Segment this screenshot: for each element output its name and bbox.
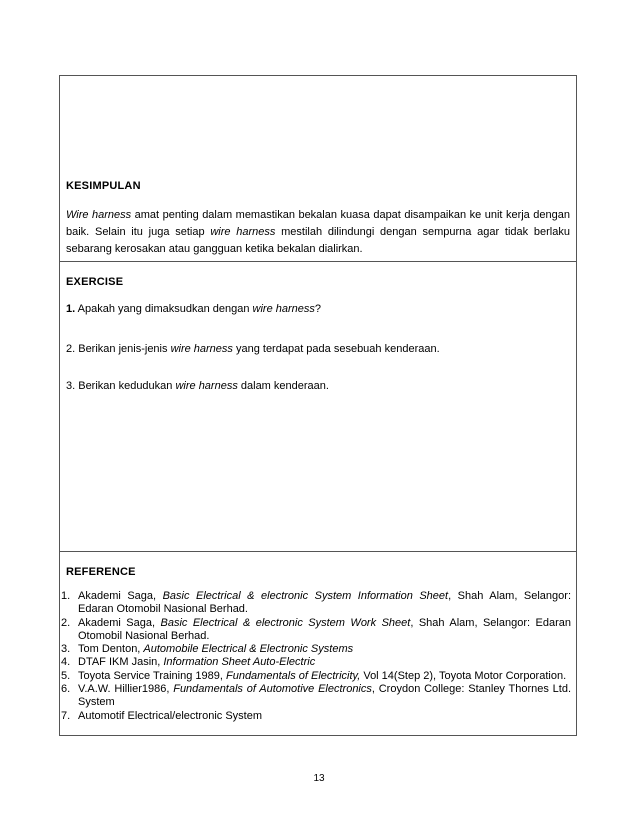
question-1-number: 1. (66, 303, 76, 315)
conclusion-section (59, 75, 577, 262)
reference-item-text: Automotif Electrical/electronic System (78, 709, 263, 722)
reference-item-text: V.A.W. Hillier1986, (78, 683, 174, 696)
exercise-heading: EXERCISE (66, 276, 124, 288)
reference-item-number: 3. (61, 643, 71, 656)
question-2-term: wire harness (170, 343, 233, 355)
exercise-question-3 (66, 379, 570, 393)
conclusion-term-2: wire harness (210, 226, 276, 238)
reference-item-details: , Croydon College: Stanley Thornes Ltd. System (78, 683, 572, 709)
reference-list (0, 590, 575, 723)
reference-item-text: Akademi Saga, (78, 616, 161, 629)
reference-item (0, 710, 575, 723)
conclusion-text-1: amat penting dalam memastikan bekalan kuasa dapat disampaikan ke unit kerja dengan baik. Selain itu juga setiap (66, 209, 571, 238)
reference-item-text: DTAF IKM Jasin, (78, 656, 164, 669)
reference-section (59, 551, 577, 736)
conclusion-term-1: Wire harness (66, 209, 132, 221)
reference-item (0, 656, 575, 669)
conclusion-text-2: mestilah dilindungi dengan sempurna agar tidak berlaku sebarang kerosakan atau gangguan ketika bekalan dialirkan. (66, 226, 570, 255)
reference-item-text: Toyota Service Training 1989, (78, 669, 226, 682)
conclusion-paragraph (66, 207, 570, 258)
page-number: 13 (313, 773, 325, 784)
reference-item-number: 2. (61, 616, 71, 629)
reference-item-details: Vol 14(Step 2), Toyota Motor Corporation. (360, 669, 567, 682)
exercise-question-2 (66, 342, 570, 356)
reference-item-title: Automobile Electrical & Electronic Systems (143, 643, 354, 656)
question-1-term: wire harness (252, 303, 315, 315)
reference-item-title: Information Sheet Auto-Electric (163, 656, 316, 669)
reference-heading: REFERENCE (66, 566, 136, 578)
reference-item-text: Tom Denton, (78, 643, 144, 656)
reference-item-title: Fundamentals of Automotive Electronics (173, 683, 372, 696)
exercise-question-1 (66, 302, 570, 316)
conclusion-heading: KESIMPULAN (66, 180, 141, 192)
reference-item-title: Basic Electrical & electronic System Work Sheet (160, 616, 411, 629)
reference-item (0, 643, 575, 656)
reference-item-number: 1. (61, 590, 71, 602)
question-1-text: Apakah yang dimaksudkan dengan (75, 303, 253, 315)
reference-item-number: 7. (61, 709, 71, 722)
question-3-term: wire harness (175, 380, 238, 392)
question-2-end: yang terdapat pada sesebuah kenderaan. (232, 343, 440, 355)
reference-item-number: 6. (61, 683, 71, 696)
reference-item (0, 590, 575, 617)
reference-item-text: Akademi Saga, (78, 590, 163, 602)
question-3-text: 3. Berikan kedudukan (66, 380, 176, 392)
reference-item (0, 617, 575, 644)
question-1-end: ? (314, 303, 322, 315)
reference-item (0, 670, 575, 683)
question-3-end: dalam kenderaan. (237, 380, 329, 392)
reference-item-number: 4. (61, 656, 71, 669)
reference-item-title: Basic Electrical & electronic System Information Sheet (162, 590, 449, 602)
reference-item-details: , Shah Alam, Selangor: Edaran Otomobil Nasional Berhad. (78, 616, 571, 642)
reference-item (0, 683, 575, 710)
reference-item-number: 5. (61, 669, 71, 682)
reference-item-details: , Shah Alam, Selangor: Edaran Otomobil Nasional Berhad. (78, 590, 571, 616)
question-2-text: 2. Berikan jenis-jenis (66, 343, 171, 355)
reference-item-title: Fundamentals of Electricity, (225, 669, 361, 682)
exercise-section (59, 261, 577, 552)
